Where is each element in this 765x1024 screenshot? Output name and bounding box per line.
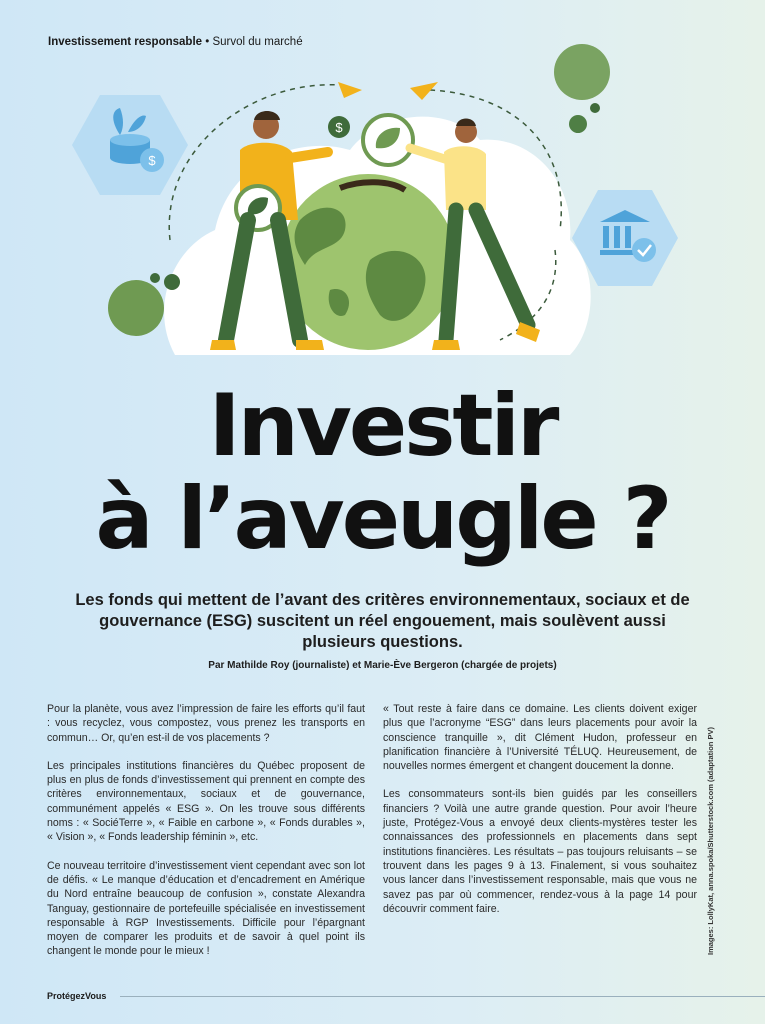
plant-coins-icon <box>72 95 188 195</box>
paragraph: Les principales institutions financières du Québec proposent de plus en plus de fonds d’investissement qui prennent en compte des critères environnementaux, sociaux et de gouvernance, communément appelés « ESG ». On les trouve sous différents noms : « SociéTerre », « Faible en carbone », « Fonds durables », « Vision », « Fonds leadership féminin », etc. <box>47 759 365 844</box>
paragraph: Pour la planète, vous avez l’impression de faire les efforts qu’il faut : vous recyclez, vous compostez, vous prenez les transports en commun… Or, qu’en est-il de vos placements ? <box>47 703 365 744</box>
footer-divider <box>120 996 765 997</box>
leaf-icon <box>363 115 413 165</box>
image-credit: Images: LollyKat, anna.spoka/Shutterstock.com (adaptation PV) <box>706 727 715 955</box>
paragraph: « Tout reste à faire dans ce domaine. Les clients doivent exiger plus que l’acronyme “ESG” dans leurs placements pour avoir la conscience tranquille », dit Clément Hudon, professeur en planification financière à l’Université TÉLUQ. Heureusement, de nouvelles normes émergent et changent doucement la donne. <box>383 703 697 773</box>
article-byline: Par Mathilde Roy (journaliste) et Marie-Ève Bergeron (chargée de projets) <box>208 660 557 671</box>
article-title-line2: à l’aveugle ? <box>95 469 670 569</box>
paragraph: Les consommateurs sont-ils bien guidés par les conseillers financiers ? Voilà une autre grande question. Pour avoir l’heure juste, Protégez-Vous a envoyé deux clients-mystères tester les connaissances des professionnels en placements dans sept institutions financières. Les résultats – pas toujours reluisants – se trouvent dans les pages 9 à 13. Finalement, si vous souhaitez vous lancer dans l’investissement responsable, mais que vous ne savez pas par où commencer, rendez-vous à la page 14 pour découvrir comment faire. <box>383 788 697 915</box>
svg-text:$: $ <box>148 153 156 168</box>
paper-plane-icon <box>338 82 438 100</box>
esg-illustration <box>0 40 765 380</box>
bank-check-icon <box>572 190 678 286</box>
left-column <box>47 702 365 973</box>
svg-text:$: $ <box>335 120 343 135</box>
paragraph: Ce nouveau territoire d’investissement vient cependant avec son lot de défis. « Le manque d’éducation et d’encadrement en Amérique du Nord entraîne beaucoup de confusion », constate Alexandra Tanguay, gestionnaire de portefeuille spécialisée en investissement responsable à RGP Investissements. Difficile pour l’épargnant moyen de comparer les produits et de savoir à quel point ils changent le monde pour le mieux ! <box>47 859 365 958</box>
subsection-label: Survol du marché <box>212 36 303 48</box>
article-title-line1: Investir <box>208 376 557 476</box>
article-subtitle: Les fonds qui mettent de l’avant des critères environnementaux, sociaux et de gouvernance (ESG) suscitent un réel engouement, mais soulèvent aussi plusieurs questions. <box>75 591 690 651</box>
right-column <box>383 702 697 930</box>
dollar-icon <box>328 116 350 138</box>
footer-brand: ProtégezVous <box>47 991 107 1001</box>
section-label: Investissement responsable <box>48 36 203 48</box>
header-separator: • <box>202 36 213 48</box>
